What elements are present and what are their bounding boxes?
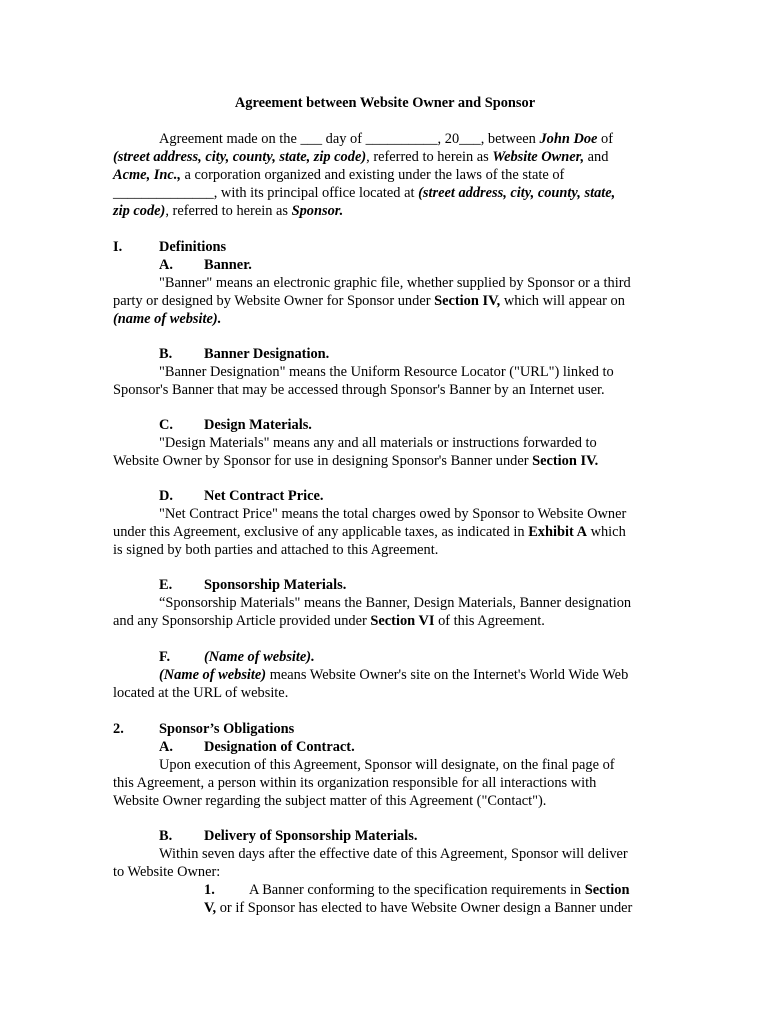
- body-line: Within seven days after the effective date of this Agreement, Sponsor will deliver: [159, 846, 628, 862]
- list-item-continuation: [204, 899, 632, 917]
- body-line: "Banner" means an electronic graphic file, whether supplied by Sponsor or a third: [159, 275, 631, 291]
- body-line: [113, 292, 625, 310]
- subsection-label: A.: [159, 739, 173, 755]
- section-reference: Section IV,: [434, 293, 501, 309]
- section-title: Definitions: [159, 239, 227, 255]
- intro-line-3: [113, 166, 564, 184]
- subsection-label: B.: [159, 828, 173, 844]
- body-line: Upon execution of this Agreement, Sponsor will designate, on the final page of: [159, 757, 615, 773]
- section-reference: Section IV.: [532, 453, 599, 469]
- section-2-heading: [113, 720, 294, 738]
- section-title: Sponsor’s Obligations: [159, 721, 295, 737]
- section-reference: Section: [584, 882, 630, 898]
- body-line: is signed by both parties and attached to this Agreement.: [113, 542, 439, 558]
- body-line: Sponsor's Banner that may be accessed through Sponsor's Banner by an Internet user.: [113, 382, 605, 398]
- role-website-owner: Website Owner,: [492, 149, 585, 165]
- list-item-number: 1.: [204, 882, 215, 898]
- address-placeholder: (street address, city, county, state,: [418, 185, 616, 201]
- subsection-title: Banner Designation.: [204, 346, 330, 362]
- address-placeholder: (street address, city, county, state, zip code): [113, 149, 367, 165]
- body-line: located at the URL of website.: [113, 685, 289, 701]
- party-sponsor-name: Acme, Inc.,: [113, 167, 181, 183]
- body-line: "Design Materials" means any and all materials or instructions forwarded to: [159, 435, 597, 451]
- section-number: 2.: [113, 721, 124, 737]
- body-line: [159, 666, 628, 684]
- subsection-heading: [159, 648, 315, 666]
- address-placeholder: zip code): [113, 203, 166, 219]
- subsection-title: Delivery of Sponsorship Materials.: [204, 828, 418, 844]
- subsection-title: Banner.: [204, 257, 252, 273]
- intro-line-2: [113, 148, 608, 166]
- subsection-heading: [159, 256, 252, 274]
- text-run: Website Owner by Sponsor for use in designing Sponsor's Banner under: [113, 453, 533, 469]
- text-run: or if Sponsor has elected to have Website Owner design a Banner under: [216, 900, 633, 916]
- subsection-label: D.: [159, 488, 173, 504]
- text-run: and any Sponsorship Article provided under: [113, 613, 371, 629]
- subsection-heading: [159, 416, 312, 434]
- subsection-title: Designation of Contract.: [204, 739, 355, 755]
- intro-text: of: [597, 131, 614, 147]
- subsection-title: Design Materials.: [204, 417, 312, 433]
- intro-text: ______________, with its principal office located at: [113, 185, 419, 201]
- party-website-owner-name: John Doe: [539, 131, 598, 147]
- subsection-title: Sponsorship Materials.: [204, 577, 347, 593]
- website-name-placeholder: (Name of website): [159, 667, 267, 683]
- section-number: I.: [113, 239, 123, 255]
- subsection-heading: [159, 487, 323, 505]
- intro-text: Agreement made on the ___ day of __________, 20___, between: [159, 131, 540, 147]
- exhibit-reference: Exhibit A: [528, 524, 587, 540]
- subsection-heading: [159, 738, 355, 756]
- section-1-heading: [113, 238, 226, 256]
- body-line: [113, 523, 626, 541]
- text-run: which will appear on: [500, 293, 625, 309]
- text-run: of this Agreement.: [434, 613, 545, 629]
- body-line: Website Owner regarding the subject matter of this Agreement ("Contact").: [113, 793, 547, 809]
- role-sponsor: Sponsor.: [291, 203, 344, 219]
- body-line: to Website Owner:: [113, 864, 221, 880]
- body-line: this Agreement, a person within its organization responsible for all interactions with: [113, 775, 597, 791]
- section-reference: V,: [204, 900, 217, 916]
- text-run: which: [587, 524, 626, 540]
- body-line: [113, 452, 598, 470]
- intro-line-4: [113, 184, 615, 202]
- website-name-placeholder: (name of website).: [113, 311, 222, 327]
- text-run: under this Agreement, exclusive of any applicable taxes, as indicated in: [113, 524, 529, 540]
- subsection-label: A.: [159, 257, 173, 273]
- intro-text: , referred to herein as: [366, 149, 493, 165]
- subsection-title: (Name of website).: [204, 649, 315, 665]
- text-run: means Website Owner's site on the Internet's World Wide Web: [266, 667, 629, 683]
- body-line: "Net Contract Price" means the total charges owed by Sponsor to Website Owner: [159, 506, 627, 522]
- list-item: [204, 881, 629, 899]
- text-run: party or designed by Website Owner for Sponsor under: [113, 293, 435, 309]
- intro-line-1: [159, 130, 613, 148]
- intro-text: a corporation organized and existing under the laws of the state of: [180, 167, 565, 183]
- body-line: "Banner Designation" means the Uniform Resource Locator ("URL") linked to: [159, 364, 614, 380]
- intro-line-5: [113, 202, 343, 220]
- subsection-title: Net Contract Price.: [204, 488, 324, 504]
- subsection-label: C.: [159, 417, 173, 433]
- subsection-label: E.: [159, 577, 173, 593]
- subsection-heading: [159, 827, 417, 845]
- section-reference: Section VI: [370, 613, 435, 629]
- intro-text: and: [584, 149, 609, 165]
- body-line: [113, 612, 545, 630]
- subsection-label: F.: [159, 649, 171, 665]
- subsection-heading: [159, 576, 346, 594]
- text-run: A Banner conforming to the specification requirements in: [249, 882, 585, 898]
- subsection-heading: [159, 345, 329, 363]
- subsection-label: B.: [159, 346, 173, 362]
- document-title: Agreement between Website Owner and Sponsor: [234, 95, 536, 111]
- body-line: “Sponsorship Materials" means the Banner, Design Materials, Banner designation: [159, 595, 632, 611]
- intro-text: , referred to herein as: [165, 203, 292, 219]
